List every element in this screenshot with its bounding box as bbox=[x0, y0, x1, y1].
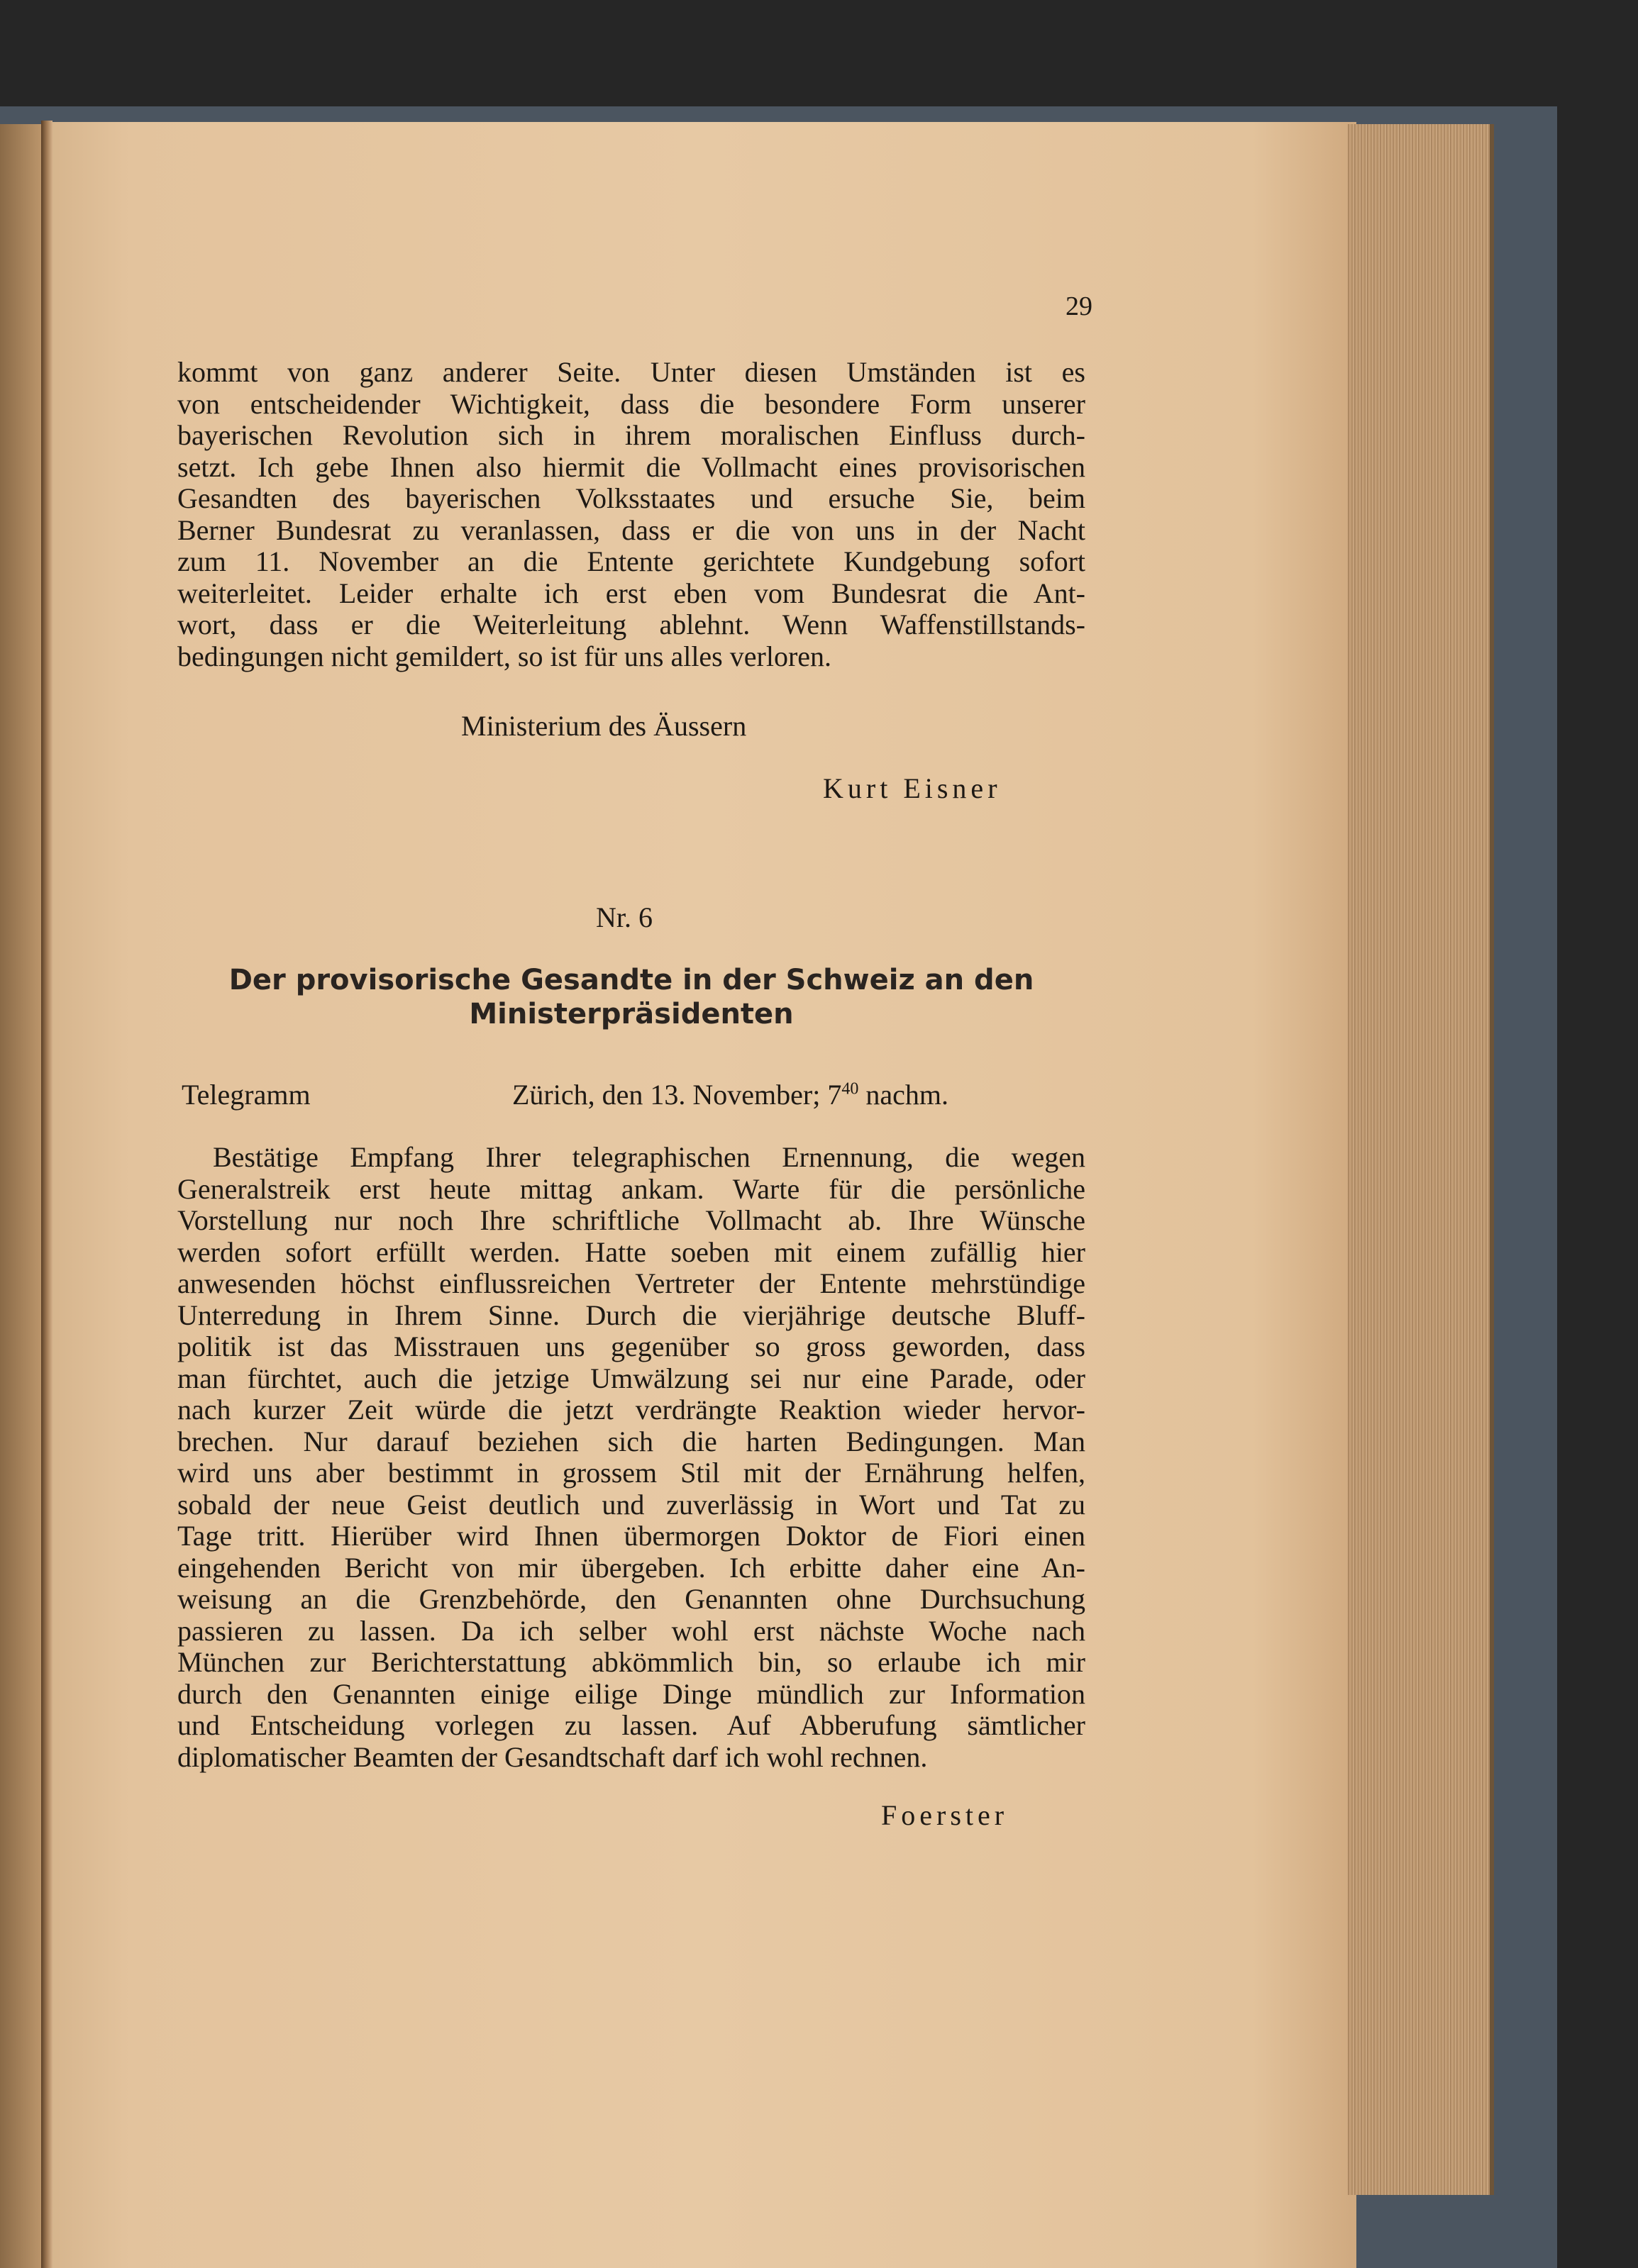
text-line: München zur Berichterstattung abkömmlich bin, so erlaube ich mir bbox=[177, 1646, 1085, 1678]
text-line: zum 11. November an die Entente gerichtete Kundgebung sofort bbox=[177, 545, 1085, 577]
telegram-body bbox=[177, 1142, 1085, 1773]
signature-foerster: Foerster bbox=[881, 1799, 1009, 1831]
continuation-paragraph bbox=[177, 357, 1085, 672]
document-number: Nr. 6 bbox=[596, 901, 653, 933]
telegram-time-suffix: nachm. bbox=[858, 1079, 948, 1111]
heading-line: Der provisorische Gesandte in der Schweiz an den bbox=[228, 964, 1034, 996]
text-line: Unterredung in Ihrem Sinne. Durch die vierjährige deutsche Bluff- bbox=[177, 1299, 1085, 1331]
text-line: anwesenden höchst einflussreichen Vertreter der Entente mehrstündige bbox=[177, 1267, 1085, 1299]
book-gutter bbox=[41, 121, 52, 2268]
text-line: man fürchtet, auch die jetzige Umwälzung sei nur eine Parade, oder bbox=[177, 1362, 1085, 1394]
text-line: setzt. Ich gebe Ihnen also hiermit die Vollmacht eines provisorischen bbox=[177, 450, 1085, 483]
text-line: Generalstreik erst heute mittag ankam. Warte für die persönliche bbox=[177, 1172, 1085, 1205]
page-edges bbox=[1348, 124, 1494, 2195]
text-line: nach kurzer Zeit würde die jetzt verdrängte Reaktion wieder hervor- bbox=[177, 1394, 1085, 1425]
text-line: wort, dass er die Weiterleitung ablehnt. Wenn Waffenstillstands- bbox=[177, 608, 1085, 640]
text-line: Berner Bundesrat zu veranlassen, dass er die von uns in der Nacht bbox=[177, 513, 1085, 546]
text-line: weisung an die Grenzbehörde, den Genannten ohne Durchsuchung bbox=[177, 1583, 1085, 1615]
text-line: kommt von ganz anderer Seite. Unter diesen Umständen ist es bbox=[177, 356, 1085, 388]
text-line: brechen. Nur darauf beziehen sich die harten Bedingungen. Man bbox=[177, 1425, 1085, 1457]
text-line: wird uns aber bestimmt in grossem Stil mit der Ernährung helfen, bbox=[177, 1457, 1085, 1489]
text-line: passieren zu lassen. Da ich selber wohl erst nächste Woche nach bbox=[177, 1614, 1085, 1647]
text-line: Gesandten des bayerischen Volksstaates und ersuche Sie, beim bbox=[177, 482, 1085, 514]
text-line: Tage tritt. Hierüber wird Ihnen übermorgen Doktor de Fiori einen bbox=[177, 1520, 1085, 1552]
telegram-label: Telegramm bbox=[182, 1079, 311, 1111]
ministry-line: Ministerium des Äussern bbox=[461, 710, 747, 742]
text-line: sobald der neue Geist deutlich und zuverlässig in Wort und Tat zu bbox=[177, 1488, 1085, 1521]
text-line: Bestätige Empfang Ihrer telegraphischen Ernennung, die wegen bbox=[213, 1141, 1085, 1173]
heading-line: Ministerpräsidenten bbox=[469, 998, 794, 1030]
text-line: durch den Genannten einige eilige Dinge mündlich zur Information bbox=[177, 1677, 1085, 1710]
telegram-date: Zürich, den 13. November; 7 bbox=[512, 1079, 842, 1111]
signature-eisner: Kurt Eisner bbox=[823, 772, 1002, 804]
text-line: politik ist das Misstrauen uns gegenüber so gross geworden, dass bbox=[177, 1330, 1085, 1362]
text-line: und Entscheidung vorlegen zu lassen. Auf Abberufung sämtlicher bbox=[177, 1709, 1085, 1741]
text-line: eingehenden Bericht von mir übergeben. Ich erbitte daher eine An- bbox=[177, 1551, 1085, 1584]
text-line: bedingungen nicht gemildert, so ist für uns alles verloren. bbox=[177, 640, 832, 672]
document-heading bbox=[177, 963, 1085, 1031]
text-line: von entscheidender Wichtigkeit, dass die besondere Form unserer bbox=[177, 387, 1085, 420]
text-line: diplomatischer Beamten der Gesandtschaft darf ich wohl rechnen. bbox=[177, 1740, 928, 1773]
telegram-place-date bbox=[512, 1078, 948, 1111]
text-line: weiterleitet. Leider erhalte ich erst eben vom Bundesrat die Ant- bbox=[177, 577, 1085, 609]
page-number: 29 bbox=[1066, 291, 1092, 321]
telegram-time-minutes: 40 bbox=[841, 1079, 859, 1099]
text-line: Vorstellung nur noch Ihre schriftliche Vollmacht ab. Ihre Wünsche bbox=[177, 1204, 1085, 1236]
text-line: bayerischen Revolution sich in ihrem moralischen Einfluss durch- bbox=[177, 419, 1085, 451]
text-line: werden sofort erfüllt werden. Hatte soeben mit einem zufällig hier bbox=[177, 1235, 1085, 1268]
